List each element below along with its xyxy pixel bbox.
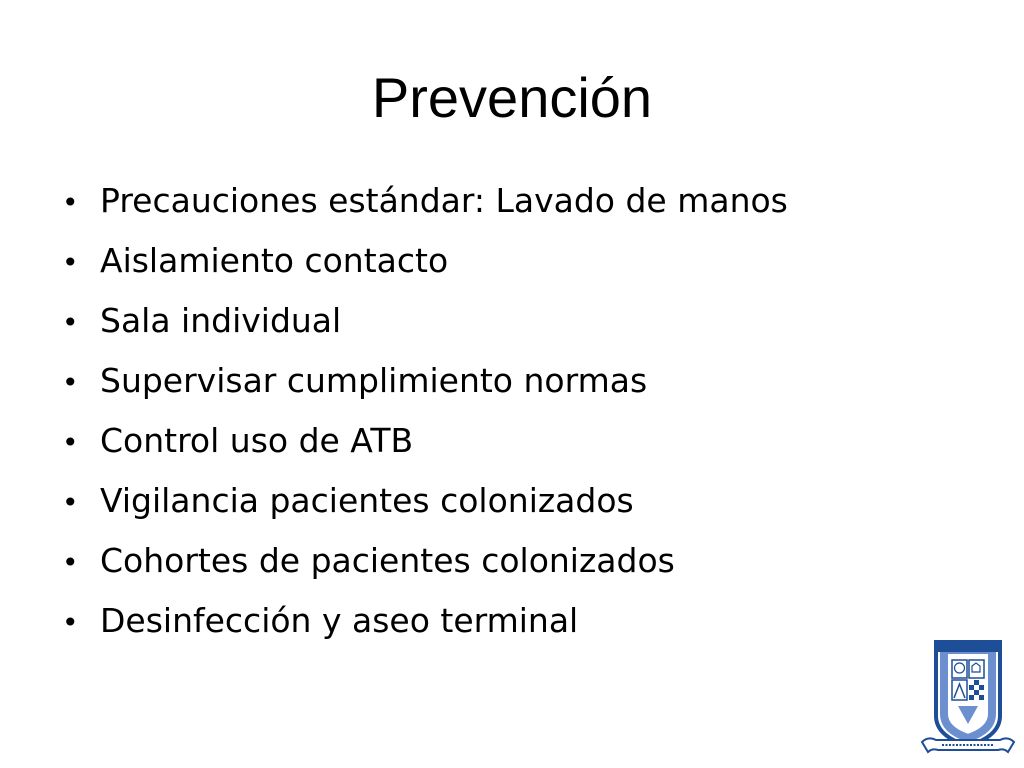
bullet-dot-icon: •: [62, 606, 79, 639]
bullet-item: [62, 301, 788, 361]
bullet-text: Sala individual: [100, 301, 342, 340]
bullet-text: Cohortes de pacientes colonizados: [100, 541, 675, 580]
bullet-item: [62, 361, 788, 421]
bullet-text: Precauciones estándar: Lavado de manos: [100, 181, 788, 220]
bullet-text: Control uso de ATB: [100, 421, 414, 460]
slide-title: Prevención: [371, 66, 653, 129]
bullet-text: Desinfección y aseo terminal: [100, 601, 579, 640]
bullet-dot-icon: •: [62, 246, 79, 279]
bullet-item: [62, 481, 788, 541]
bullet-dot-icon: •: [62, 486, 79, 519]
bullet-item: [62, 601, 788, 661]
crest-top-bar: [936, 642, 1000, 652]
bullet-item: [62, 541, 788, 601]
bullet-dot-icon: •: [62, 306, 79, 339]
bullet-text: Supervisar cumplimiento normas: [100, 361, 648, 400]
bullet-list: [62, 181, 788, 661]
university-crest-logo: [918, 636, 1018, 764]
bullet-dot-icon: •: [62, 546, 79, 579]
bullet-item: [62, 181, 788, 241]
bullet-dot-icon: •: [62, 186, 79, 219]
bullet-item: [62, 421, 788, 481]
bullet-dot-icon: •: [62, 426, 79, 459]
bullet-text: Aislamiento contacto: [100, 241, 449, 280]
bullet-text: Vigilancia pacientes colonizados: [100, 481, 634, 520]
bullet-dot-icon: •: [62, 366, 79, 399]
bullet-item: [62, 241, 788, 301]
